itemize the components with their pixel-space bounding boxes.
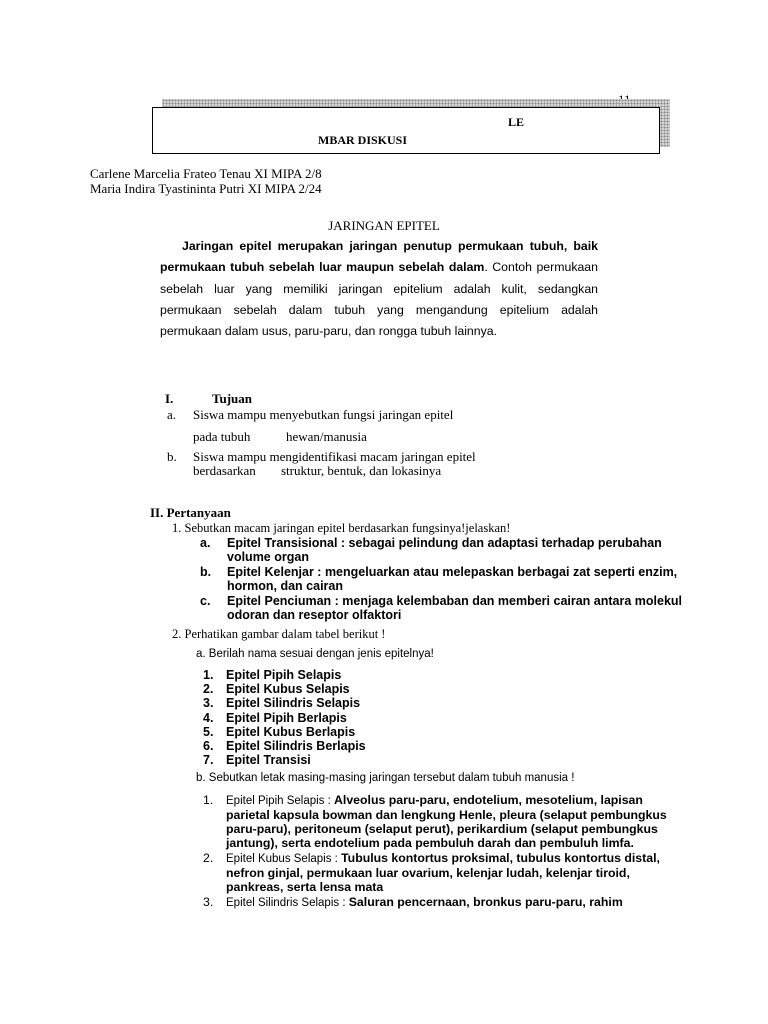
document-title: JARINGAN EPITEL xyxy=(328,218,440,233)
goal-letter: a. xyxy=(167,407,177,422)
section-heading: II. Pertanyaan xyxy=(150,505,231,520)
answer-list xyxy=(200,536,690,623)
item-desc: Tubulus kontortus proksimal, tubulus kontortus distal, nefron ginjal, permukaan luar ovarium, kelenjar ludah, kelenjar tiroid, pankreas, serta lensa mata xyxy=(226,851,660,895)
item-label: Epitel Silindris Selapis : xyxy=(226,897,349,910)
item-number: 7. xyxy=(203,753,214,768)
list-item xyxy=(200,536,690,564)
item-text: Epitel Silindris Selapis xyxy=(226,696,361,711)
list-item xyxy=(203,753,366,767)
item-number: 4. xyxy=(203,710,214,725)
item-number: 2. xyxy=(203,851,214,866)
list-item xyxy=(203,793,683,850)
epitel-name-list xyxy=(203,668,366,767)
item-text: Epitel Kubus Berlapis xyxy=(226,724,356,739)
author-name: Carlene Marcelia Frateo Tenau XI MIPA 2/8 xyxy=(90,166,322,181)
item-number: 1. xyxy=(203,793,214,807)
item-label: Epitel Kubus Selapis : xyxy=(226,853,342,866)
header-line2: MBAR DISKUSI xyxy=(318,133,408,147)
item-number: 2. xyxy=(203,682,214,697)
section-title: Tujuan xyxy=(212,391,252,406)
item-text: Epitel Pipih Selapis xyxy=(226,668,342,682)
item-text: Epitel Transisional : sebagai pelindung dan adaptasi terhadap perubahan volume organ xyxy=(227,536,662,565)
item-letter: b. xyxy=(200,564,212,579)
item-text: Epitel Kubus Selapis xyxy=(226,682,350,697)
question-2: 2. Perhatikan gambar dalam tabel berikut ! xyxy=(172,627,386,641)
question-1: 1. Sebutkan macam jaringan epitel berdasarkan fungsinya!jelaskan! xyxy=(172,521,511,535)
header-line1: LE xyxy=(508,115,525,129)
goal-text: pada tubuh xyxy=(193,429,251,444)
list-item xyxy=(200,565,690,593)
list-item xyxy=(203,696,366,710)
item-desc: Saluran pencernaan, bronkus paru-paru, rahim xyxy=(348,895,623,910)
item-number: 1. xyxy=(203,668,214,682)
intro-rest: . Contoh permukaan sebelah luar yang memiliki jaringan epitelium adalah kulit, sedangkan permukaan sebelah dalam tubuh yang mengandung epitelium adalah permukaan dalam usus, paru-paru, dan rongga tubuh lainnya. xyxy=(160,260,598,339)
list-item xyxy=(203,668,366,682)
epitel-location-list xyxy=(203,793,683,911)
intro-bold: Jaringan epitel merupakan jaringan penutup permukaan tubuh, baik permukaan tubuh sebelah luar maupun sebelah dalam xyxy=(160,239,598,275)
item-number: 5. xyxy=(203,724,214,739)
list-item xyxy=(203,711,366,725)
item-number: 3. xyxy=(203,696,214,711)
list-item xyxy=(203,895,683,910)
item-text: Epitel Silindris Berlapis xyxy=(226,739,366,754)
goal-text: Siswa mampu menyebutkan fungsi jaringan epitel xyxy=(193,407,454,422)
item-letter: a. xyxy=(200,536,211,550)
list-item xyxy=(203,682,366,696)
list-item xyxy=(203,739,366,753)
item-desc: Alveolus paru-paru, endotelium, mesotelium, lapisan parietal kapsula bowman dan lengkung Henle, pleura (selaput pembungkus paru-paru), peritoneum (selaput perut), perikardium (selaput pembungkus jantung), serta endotelium pada pembuluh darah dan pembuluh limfa. xyxy=(226,793,667,851)
intro-paragraph xyxy=(160,236,598,342)
author-name: Maria Indira Tyastininta Putri XI MIPA 2/24 xyxy=(90,181,322,196)
item-text: Epitel Pipih Berlapis xyxy=(226,710,347,725)
item-text: Epitel Penciuman : menjaga kelembaban dan memberi cairan antara molekul odoran dan reseptor olfaktori xyxy=(227,593,683,623)
item-label: Epitel Pipih Selapis : xyxy=(226,795,335,807)
list-item xyxy=(203,851,683,894)
goal-text: Siswa mampu mengidentifikasi macam jaringan epitel xyxy=(193,449,476,464)
question-2a: a. Berilah nama sesuai dengan jenis epitelnya! xyxy=(196,648,434,660)
goal-letter: b. xyxy=(167,449,177,464)
item-number: 6. xyxy=(203,739,214,754)
question-2b: b. Sebutkan letak masing-masing jaringan tersebut dalam tubuh manusia ! xyxy=(196,772,575,784)
item-text: Epitel Kelenjar : mengeluarkan atau melepaskan berbagai zat seperti enzim, hormon, dan cairan xyxy=(227,564,678,594)
item-text: Epitel Transisi xyxy=(226,753,311,768)
item-letter: c. xyxy=(200,593,211,608)
goal-text: berdasarkan xyxy=(193,463,256,478)
item-number: 3. xyxy=(203,895,214,910)
list-item xyxy=(200,594,690,622)
list-item xyxy=(203,725,366,739)
goal-text: struktur, bentuk, dan lokasinya xyxy=(281,463,442,478)
goal-text: hewan/manusia xyxy=(286,429,367,444)
section-number: I. xyxy=(165,391,174,406)
